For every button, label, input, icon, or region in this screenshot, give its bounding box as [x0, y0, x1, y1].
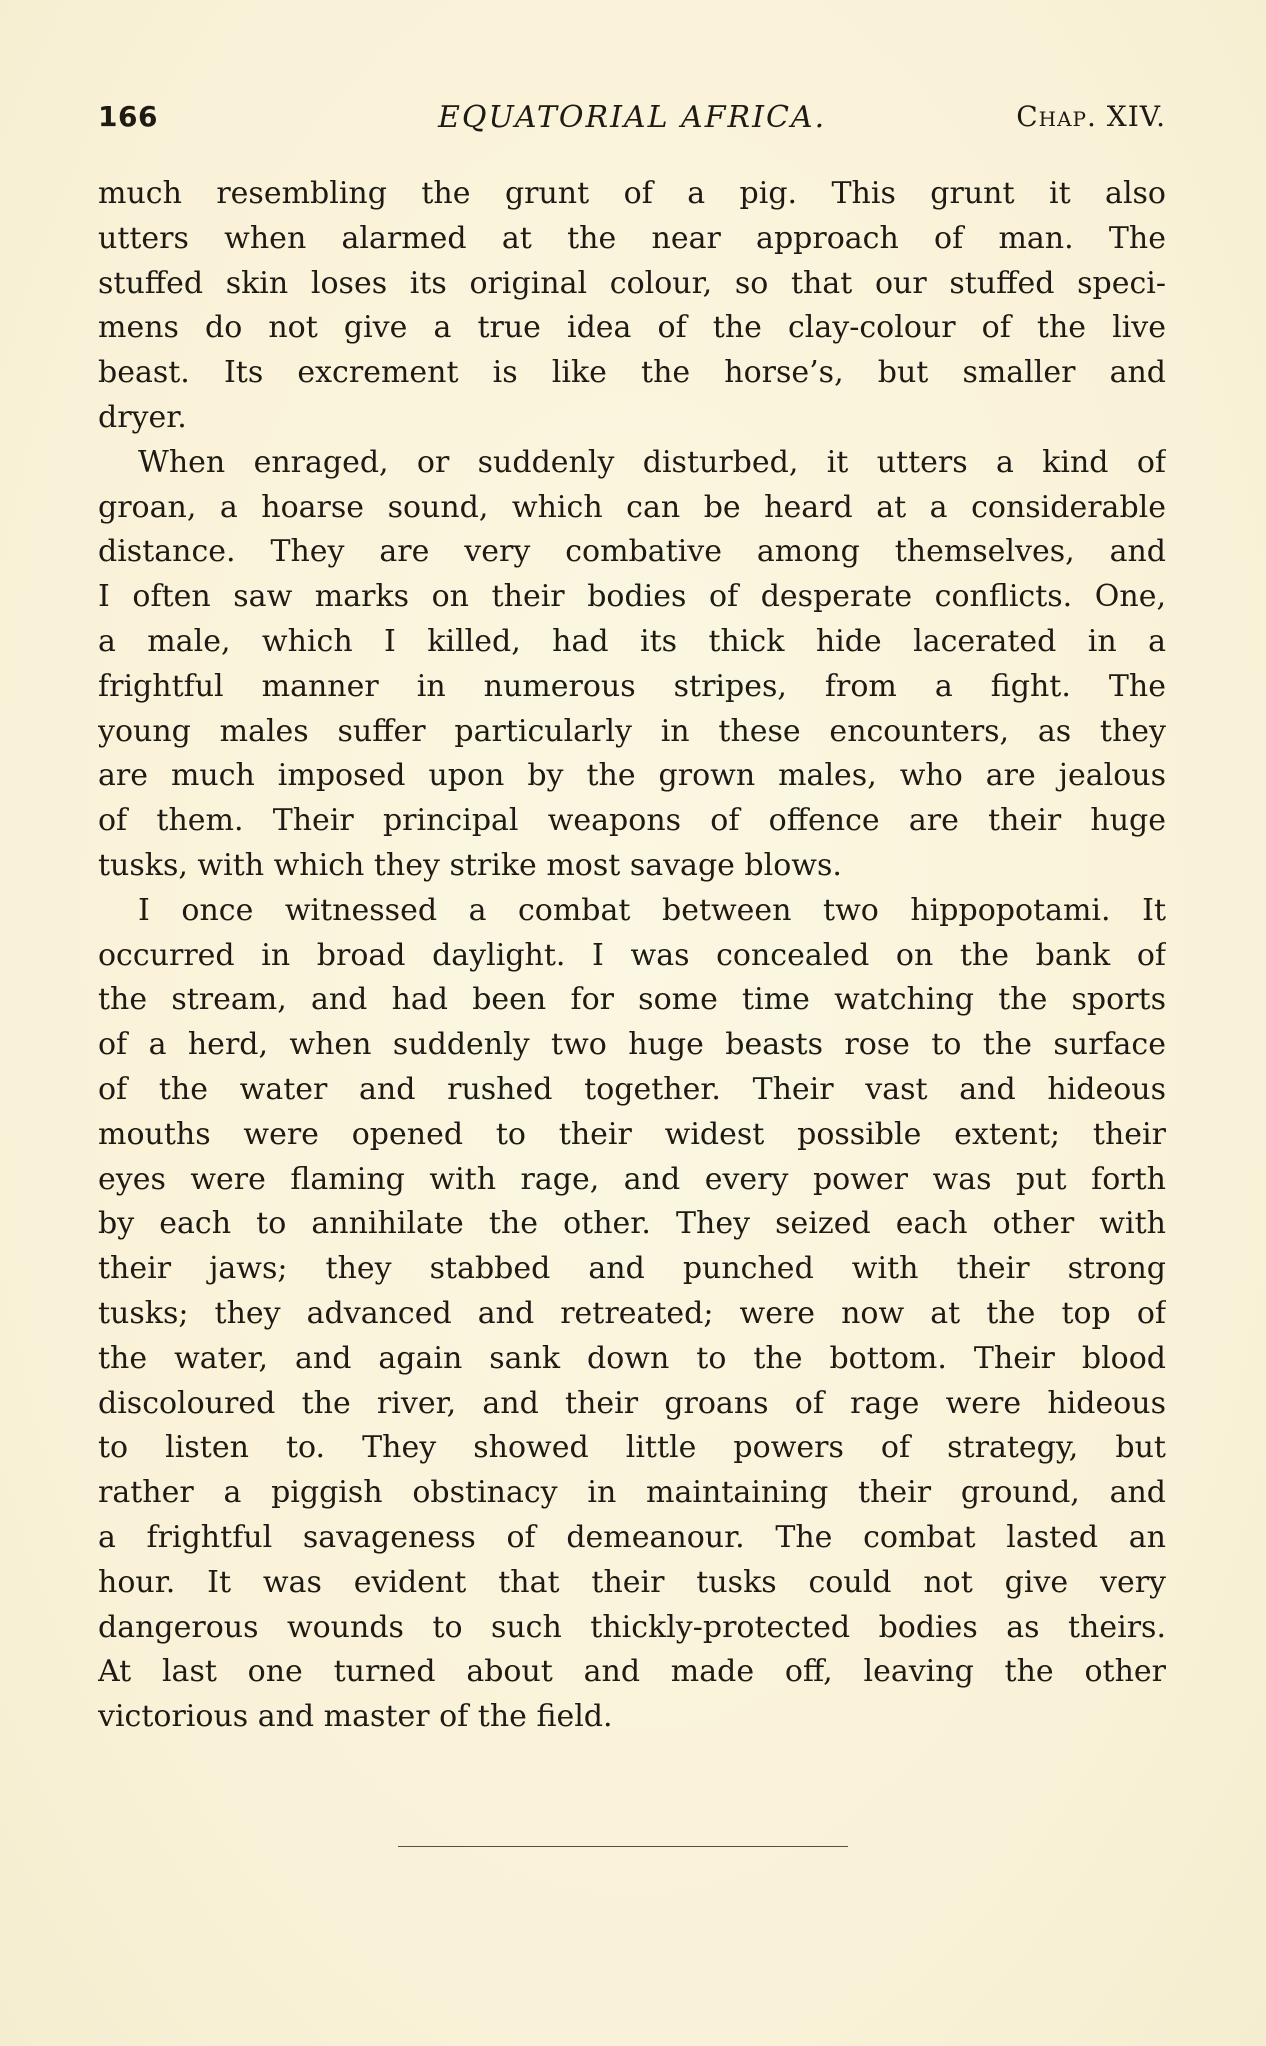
- text-line: the stream, and had been for some time watching the sports: [98, 982, 1166, 1018]
- running-title: EQUATORIAL AFRICA.: [438, 100, 827, 135]
- text-line: to listen to. They showed little powers of strategy, but: [98, 1430, 1166, 1466]
- text-line: I once witnessed a combat between two hippopotami. It: [138, 892, 1166, 928]
- text-line: utters when alarmed at the near approach of man. The: [98, 220, 1166, 256]
- text-line: dangerous wounds to such thickly-protected bodies as theirs.: [98, 1609, 1166, 1645]
- text-line: their jaws; they stabbed and punched with their strong: [98, 1251, 1166, 1287]
- body-text: [98, 172, 1166, 1740]
- text-line: a frightful savageness of demeanour. The combat lasted an: [98, 1519, 1166, 1555]
- text-line: eyes were flaming with rage, and every power was put forth: [98, 1161, 1166, 1197]
- section-divider: [398, 1846, 848, 1847]
- text-line: When enraged, or suddenly disturbed, it utters a kind of: [138, 444, 1166, 480]
- text-line: groan, a hoarse sound, which can be heard at a considerable: [98, 489, 1166, 525]
- text-line: I often saw marks on their bodies of desperate conflicts. One,: [98, 579, 1166, 615]
- text-line: young males suffer particularly in these encounters, as they: [98, 713, 1166, 749]
- text-line: mouths were opened to their widest possible extent; their: [98, 1116, 1166, 1152]
- text-line: beast. Its excrement is like the horse’s, but smaller and: [98, 355, 1166, 391]
- text-line: of them. Their principal weapons of offence are their huge: [98, 803, 1166, 839]
- text-line: by each to annihilate the other. They seized each other with: [98, 1206, 1166, 1242]
- text-line: distance. They are very combative among themselves, and: [98, 534, 1166, 570]
- text-line: of the water and rushed together. Their vast and hideous: [98, 1071, 1166, 1107]
- text-line: the water, and again sank down to the bottom. Their blood: [98, 1340, 1166, 1376]
- text-line: dryer.: [98, 399, 187, 435]
- page-number: 166: [98, 100, 158, 133]
- text-line: At last one turned about and made off, leaving the other: [98, 1654, 1166, 1690]
- text-line: of a herd, when suddenly two huge beasts rose to the surface: [98, 1027, 1166, 1063]
- text-line: hour. It was evident that their tusks could not give very: [98, 1564, 1166, 1600]
- text-line: victorious and master of the field.: [98, 1699, 613, 1735]
- text-line: tusks; they advanced and retreated; were now at the top of: [98, 1295, 1166, 1331]
- text-line: occurred in broad daylight. I was concealed on the bank of: [98, 937, 1166, 973]
- text-line: rather a piggish obstinacy in maintaining their ground, and: [98, 1475, 1166, 1511]
- text-line: a male, which I killed, had its thick hide lacerated in a: [98, 623, 1166, 659]
- text-line: stuffed skin loses its original colour, so that our stuffed speci-: [98, 265, 1166, 301]
- chapter-label: Chap. XIV.: [1016, 100, 1166, 133]
- text-line: are much imposed upon by the grown males, who are jealous: [98, 758, 1166, 794]
- text-line: frightful manner in numerous stripes, from a fight. The: [98, 668, 1166, 704]
- text-line: mens do not give a true idea of the clay-colour of the live: [98, 310, 1166, 346]
- text-line: discoloured the river, and their groans of rage were hideous: [98, 1385, 1166, 1421]
- text-line: much resembling the grunt of a pig. This grunt it also: [98, 176, 1166, 211]
- text-line: tusks, with which they strike most savage blows.: [98, 847, 842, 883]
- page-header: [98, 100, 1166, 150]
